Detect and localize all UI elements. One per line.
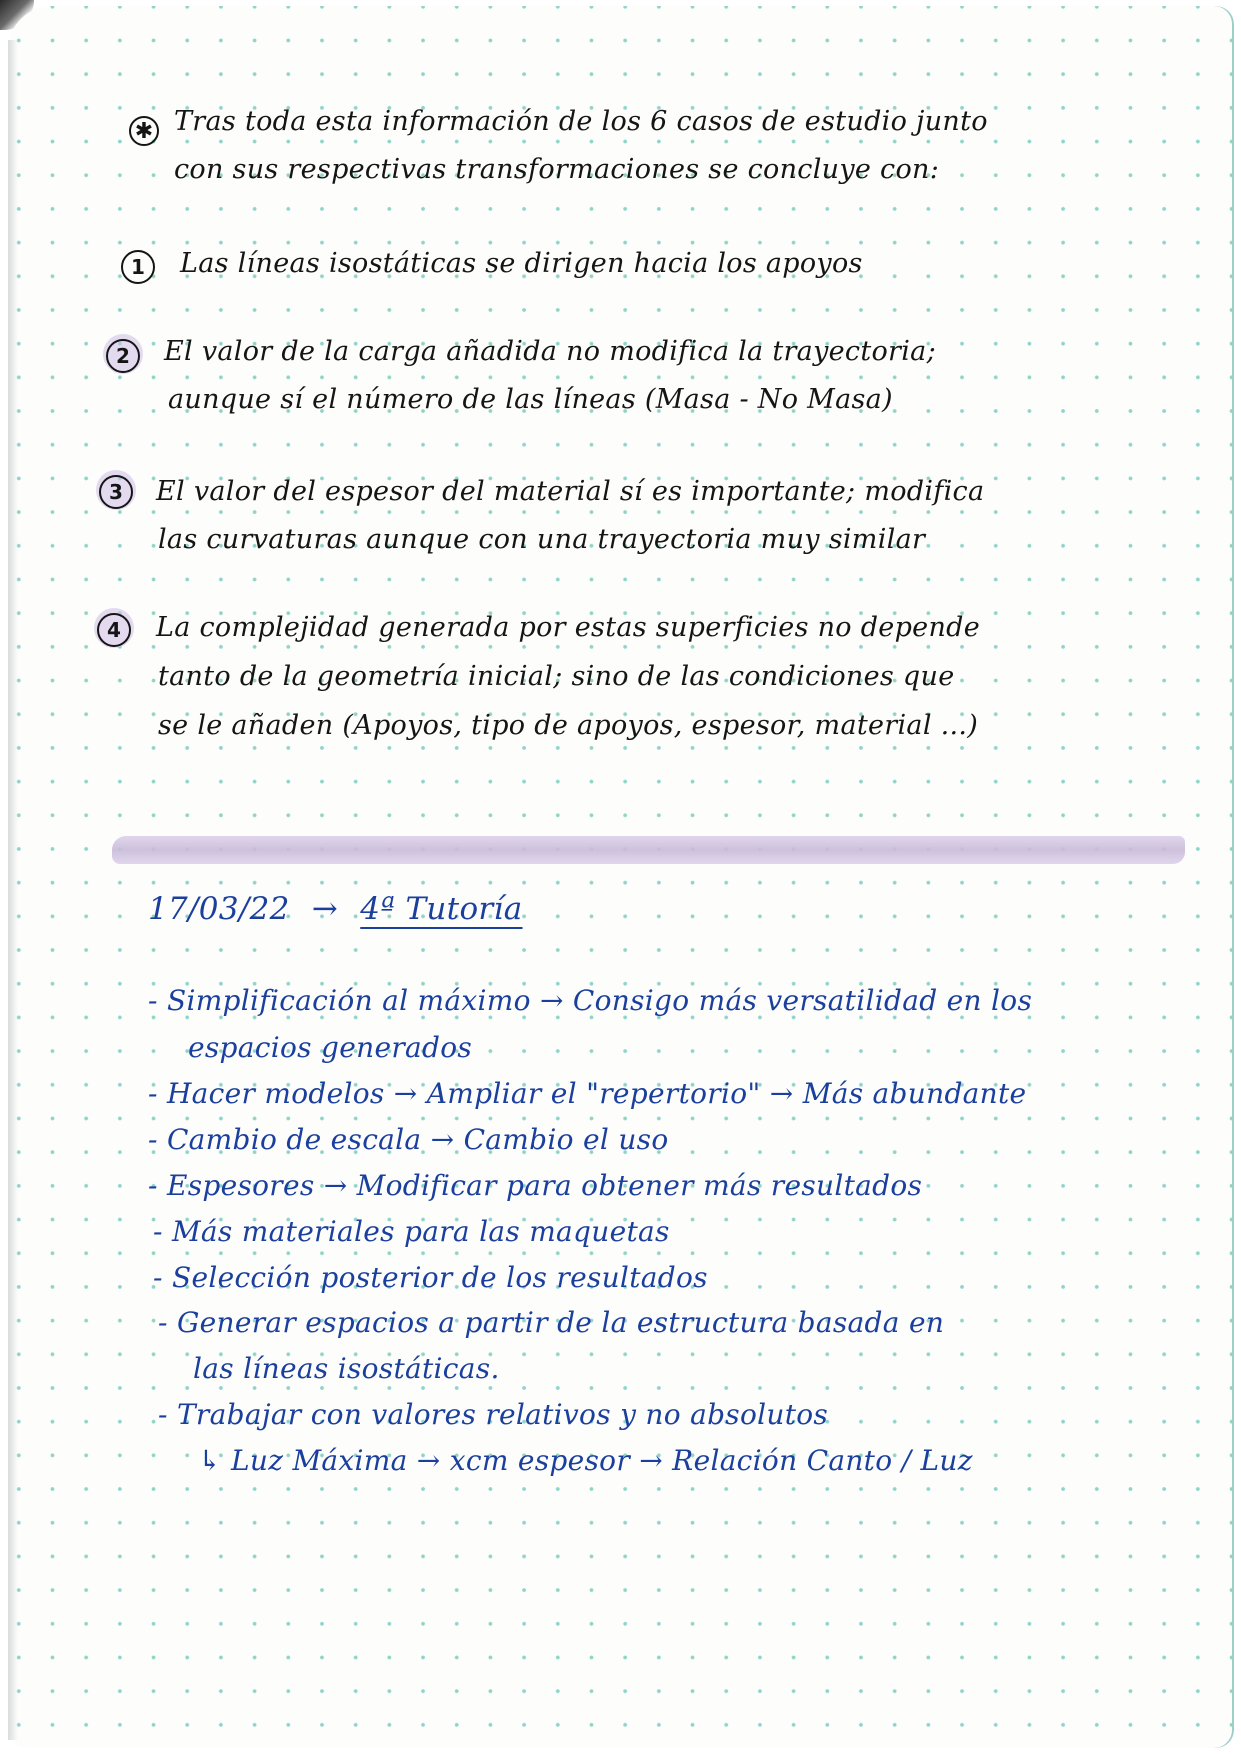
- conclusion-3-line-1: El valor del espesor del material sí es importante; modifica: [156, 476, 985, 507]
- tutoria-item-8: - Trabajar con valores relativos y no absolutos: [158, 1398, 829, 1431]
- page-edge: [8, 40, 18, 1740]
- number-marker-1: 1: [121, 250, 155, 284]
- conclusion-4-line-1: La complejidad generada por estas superficies no depende: [156, 612, 981, 643]
- highlighter-divider: [112, 836, 1185, 864]
- conclusion-4-line-2: tanto de la geometría inicial; sino de las condiciones que: [158, 661, 955, 692]
- tutoria-heading: [148, 891, 523, 927]
- tutoria-item-1-cont: espacios generados: [188, 1031, 473, 1064]
- tutoria-item-6: - Selección posterior de los resultados: [153, 1261, 708, 1294]
- number-marker-3: 3: [99, 475, 133, 509]
- tutoria-item-8-sub: ↳ Luz Máxima → xcm espesor → Relación Canto / Luz: [198, 1444, 973, 1477]
- asterisk-icon: ✱: [129, 116, 159, 146]
- intro-line-2: con sus respectivas transformaciones se concluye con:: [174, 154, 940, 185]
- notebook-page: [8, 6, 1234, 1748]
- number-marker-4: 4: [97, 613, 131, 647]
- tutoria-date: 17/03/22: [148, 891, 290, 927]
- number-marker-2: 2: [106, 339, 140, 373]
- tutoria-item-4: - Espesores → Modificar para obtener más resultados: [148, 1169, 923, 1202]
- tutoria-item-5: - Más materiales para las maquetas: [153, 1215, 670, 1248]
- conclusion-2-line-2: aunque sí el número de las líneas (Masa - No Masa): [168, 384, 893, 415]
- tutoria-title: 4ª Tutoría: [360, 891, 523, 927]
- conclusion-1-line-1: Las líneas isostáticas se dirigen hacia los apoyos: [180, 248, 863, 279]
- tutoria-item-1: - Simplificación al máximo → Consigo más versatilidad en los: [148, 984, 1033, 1017]
- tutoria-item-7: - Generar espacios a partir de la estructura basada en: [158, 1306, 945, 1339]
- arrow-icon: →: [311, 891, 339, 927]
- conclusion-3-line-2: las curvaturas aunque con una trayectoria muy similar: [158, 524, 926, 555]
- tutoria-item-3: - Cambio de escala → Cambio el uso: [148, 1123, 669, 1156]
- tutoria-item-2: - Hacer modelos → Ampliar el "repertorio" → Más abundante: [148, 1077, 1027, 1110]
- conclusion-2-line-1: El valor de la carga añadida no modifica la trayectoria;: [164, 336, 936, 367]
- tutoria-item-7-cont: las líneas isostáticas.: [193, 1352, 500, 1385]
- conclusion-4-line-3: se le añaden (Apoyos, tipo de apoyos, espesor, material ...): [158, 710, 979, 741]
- intro-line-1: Tras toda esta información de los 6 casos de estudio junto: [174, 106, 988, 137]
